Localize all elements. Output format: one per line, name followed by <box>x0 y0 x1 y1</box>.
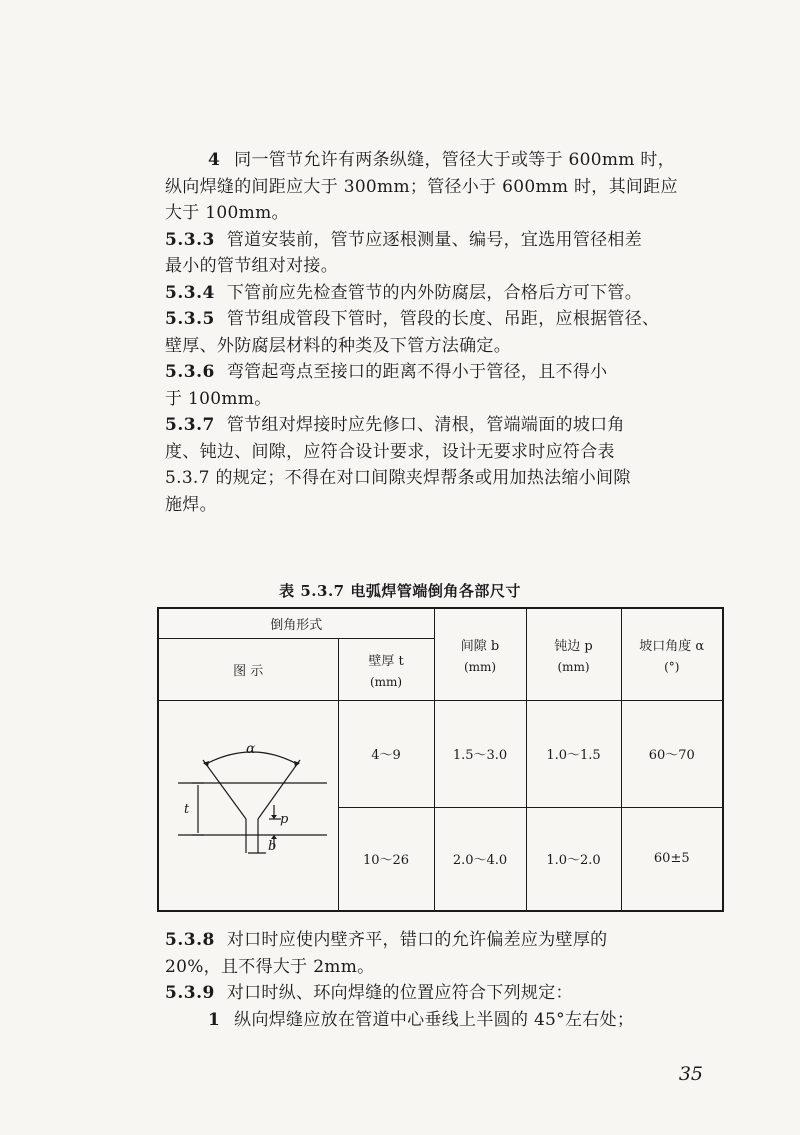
line-text: 弯管起弯点至接口的距离不得小于管径，且不得小 <box>226 362 608 382</box>
text-line <box>165 927 755 953</box>
header-gap: 间隙 b (mm) <box>434 608 526 700</box>
text-line <box>165 306 755 332</box>
line-text: 对口时纵、环向焊缝的位置应符合下列规定： <box>226 983 573 1003</box>
header-angle: 坡口角度 α (°) <box>621 608 723 700</box>
text-line <box>208 1007 798 1033</box>
text-line <box>165 465 755 491</box>
clause-number: 5.3.5 <box>165 309 215 329</box>
row1-thickness: 4～9 <box>338 700 434 807</box>
group-header: 倒角形式 <box>158 608 434 638</box>
line-text: 度、钝边、间隙，应符合设计要求，设计无要求时应符合表 <box>165 441 615 462</box>
alpha-label: α <box>246 741 256 758</box>
text-line <box>165 412 755 438</box>
line-text: 施焊。 <box>165 494 217 515</box>
row1-angle: 60～70 <box>621 700 723 807</box>
clause-number: 5.3.6 <box>165 362 215 382</box>
line-text: 纵向焊缝应放在管道中心垂线上半圆的 45°左右处； <box>234 1009 635 1030</box>
line-text: 管道安装前，管节应逐根测量、编号，宜选用管径相差 <box>226 229 643 250</box>
text-line <box>165 174 755 200</box>
bevel-diagram-cell <box>158 700 338 911</box>
line-text: 对口时应使内壁齐平，错口的允许偏差应为壁厚的 <box>226 930 608 950</box>
bevel-dimension-table <box>157 607 724 912</box>
row2-thickness: 10～26 <box>338 807 434 911</box>
header-blunt: 钝边 p (mm) <box>526 608 621 700</box>
clause-number: 5.3.8 <box>165 930 215 950</box>
line-text: 大于 100mm。 <box>165 203 289 223</box>
line-text: 下管前应先检查管节的内外防腐层，合格后方可下管。 <box>226 282 643 303</box>
line-text: 最小的管节组对对接。 <box>165 256 338 276</box>
row2-gap: 2.0～4.0 <box>434 807 526 911</box>
line-text: 于 100mm。 <box>165 388 272 409</box>
item-number: 4 <box>208 150 221 170</box>
text-line <box>165 954 755 980</box>
text-line <box>165 253 755 279</box>
text-line <box>165 227 755 253</box>
text-line <box>165 359 755 385</box>
row2-angle: 60±5 <box>621 807 723 911</box>
clause-number: 5.3.3 <box>165 229 215 250</box>
line-text: 20%，且不得大于 2mm。 <box>165 956 375 977</box>
text-line <box>165 386 755 412</box>
text-line <box>165 280 755 306</box>
bevel-right-edge <box>258 760 300 819</box>
b-label: b <box>268 839 277 855</box>
row1-gap: 1.5～3.0 <box>434 700 526 807</box>
table-caption: 表 5.3.7 电弧焊管端倒角各部尺寸 <box>279 582 521 600</box>
line-text: 管节组成管段下管时，管段的长度、吊距，应根据管径、 <box>226 309 660 329</box>
header-diagram: 图 示 <box>158 638 338 700</box>
clause-number: 5.3.9 <box>165 983 215 1003</box>
text-line <box>165 980 755 1006</box>
text-line <box>208 147 798 173</box>
text-line <box>165 439 755 465</box>
bevel-diagram <box>160 705 336 905</box>
clause-number: 5.3.7 <box>165 415 215 435</box>
text-line <box>165 200 755 226</box>
t-label: t <box>184 802 190 818</box>
bevel-left-edge <box>203 760 246 819</box>
row2-blunt: 1.0～2.0 <box>526 807 621 911</box>
row1-blunt: 1.0～1.5 <box>526 700 621 807</box>
header-thickness: 壁厚 t (mm) <box>338 638 434 700</box>
line-text: 壁厚、外防腐层材料的种类及下管方法确定。 <box>165 335 511 356</box>
page-number: 35 <box>678 1063 703 1085</box>
line-text: 管节组对焊接时应先修口、清根，管端端面的坡口角 <box>226 415 625 435</box>
line-text: 5.3.7 的规定；不得在对口间隙夹焊帮条或用加热法缩小间隙 <box>165 468 631 488</box>
item-number: 1 <box>208 1009 221 1030</box>
line-text: 同一管节允许有两条纵缝，管径大于或等于 600mm 时， <box>234 150 676 170</box>
clause-number: 5.3.4 <box>165 282 215 303</box>
text-line <box>165 492 755 518</box>
text-line <box>165 333 755 359</box>
line-text: 纵向焊缝的间距应大于 300mm；管径小于 600mm 时，其间距应 <box>165 176 678 197</box>
p-label: p <box>280 812 289 828</box>
